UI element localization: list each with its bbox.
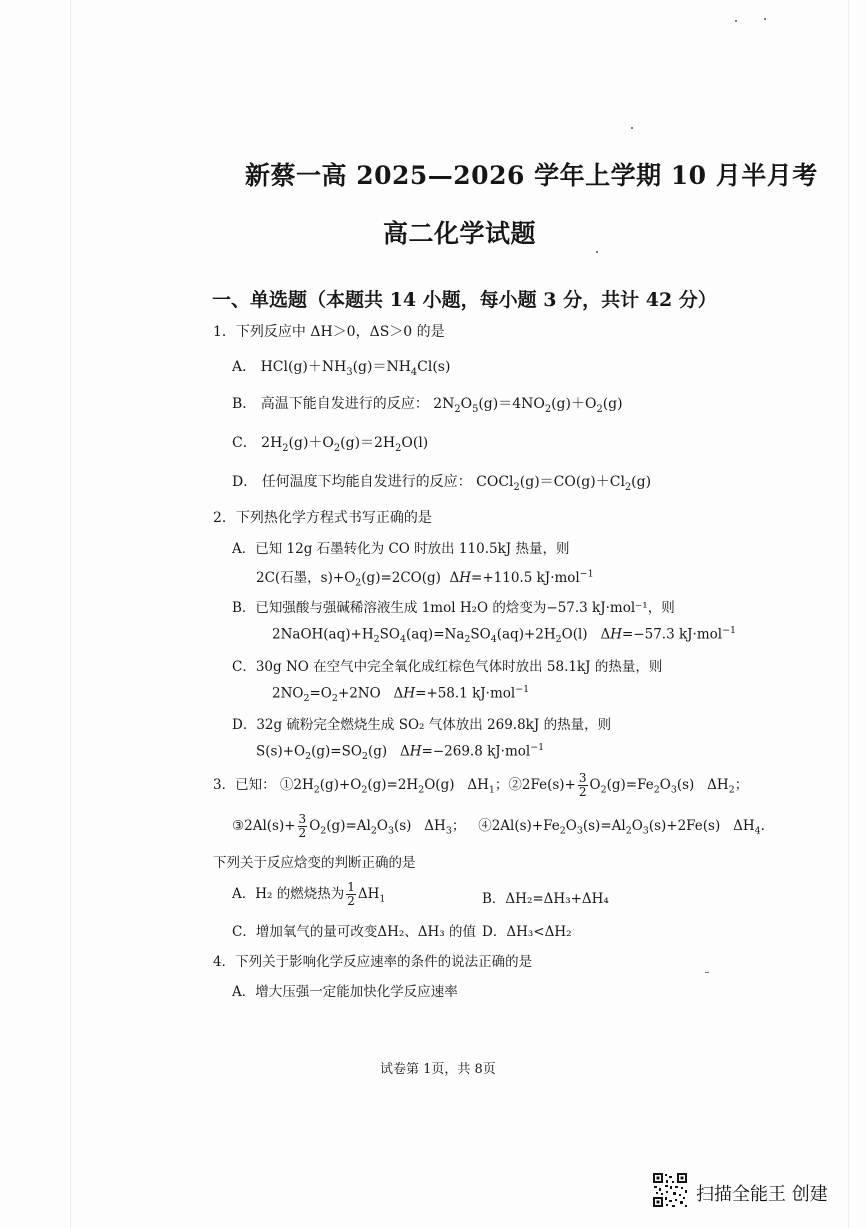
q3-stem-line2: ③2Al(s)+ $\frac{3}{2}$ $O_2(g)=Al_2O_3(s)$ $\Delta H_3$； $④2Al(s)+Fe_2O_3(s)=Al_2O_3(s)+2Fe(s)$ $\Delta H_4$.: [232, 812, 765, 840]
q3-judge: 下列关于反应焓变的判断正确的是: [213, 855, 416, 871]
equation: $①2H_2(g)+O_2(g)=2H_2O(g)$ $\Delta H_1$；②2Fe(s)+ $\frac{3}{2}$ $O_2(g)=Fe_2O_3(s)$ $\Delta H_2$；: [279, 771, 749, 799]
q1-option-c: [232, 432, 428, 454]
scan-edge-left: [70, 0, 71, 1228]
fraction: $\frac{3}{2}$: [298, 812, 307, 840]
q2-a-equation: 2C(石墨，$s)+O_2(g)=2CO(g)$ ΔH=+110.5 kJ·mol$^{-1}$: [256, 568, 594, 589]
q3-option-b: B．ΔH₂=ΔH₃+ΔH₄: [482, 891, 609, 907]
scan-speck: [596, 251, 598, 253]
q3-option-c: C．增加氧气的量可改变ΔH₂、ΔH₃ 的值: [232, 924, 476, 940]
q3-option-d: D．ΔH₃<ΔH₂: [482, 924, 572, 940]
q3-stem-line1: [213, 772, 748, 799]
page-footer: 试卷第 1页，共 8页: [380, 1062, 496, 1077]
option-label: A．: [232, 359, 257, 375]
q4-option-a: A．增大压强一定能加快化学反应速率: [232, 984, 458, 1000]
section-heading: 一、单选题（本题共 14 小题，每小题 3 分，共计 42 分）: [212, 289, 717, 311]
equation: $2N_2O_5(g)=4NO_2(g)+O_2(g)$: [433, 396, 623, 415]
q2-option-a: A．已知 12g 石墨转化为 CO 时放出 110.5kJ 热量，则: [232, 541, 570, 557]
option-text: 任何温度下均能自发进行的反应：: [261, 474, 472, 490]
option-label: B．: [232, 396, 257, 412]
scan-speck: [764, 18, 766, 20]
qr-code-icon: [652, 1172, 688, 1208]
q2-d-equation: $S(s)+O_2(g)=SO_2(g)$ ΔH=−269.8 kJ·mol$^{-1}$: [256, 742, 545, 763]
equation: $COCl_2(g)=CO(g)+Cl_2(g)$: [476, 474, 652, 493]
option-label: C．: [232, 435, 257, 451]
scan-speck: [631, 127, 633, 129]
scan-edge-right: [848, 0, 849, 1228]
fraction: $\frac{3}{2}$: [578, 771, 587, 799]
option-text: A．H₂ 的燃烧热为: [232, 886, 345, 902]
q3-option-a: A．H₂ 的燃烧热为 $\frac{1}{2}$ $\Delta H_1$: [232, 880, 386, 908]
q1-option-d: [232, 471, 651, 493]
q3-stem-prefix: 3．已知：: [213, 777, 276, 793]
q1-stem: 1．下列反应中 ΔH＞0，ΔS＞0 的是: [213, 324, 445, 340]
equation: $2H_2(g)+O_2(g)=2H_2O(l)$: [261, 435, 429, 454]
scan-speck: [735, 20, 737, 22]
fraction: $\frac{1}{2}$: [347, 880, 355, 908]
option-text: 高温下能自发进行的反应：: [260, 396, 429, 412]
q2-option-c: C．30g NO 在空气中完全氧化成红棕色气体时放出 58.1kJ 的热量，则: [232, 659, 663, 675]
q2-stem: 2．下列热化学方程式书写正确的是: [213, 510, 432, 526]
q2-b-equation: $2NaOH(aq)+H_2SO_4(aq)=Na_2SO_4(aq)+2H_2O(l)$ ΔH=−57.3 kJ·mol$^{-1}$: [272, 625, 737, 646]
q1-option-b: [232, 393, 623, 415]
q2-option-b: B．已知强酸与强碱稀溶液生成 1mol H₂O 的焓变为−57.3 kJ·mol⁻¹，则: [232, 600, 675, 616]
option-label: D．: [232, 474, 258, 490]
q4-stem: 4．下列关于影响化学反应速率的条件的说法正确的是: [213, 954, 533, 970]
q1-option-a: [232, 356, 450, 378]
watermark-brand: 扫描全能王 创建: [696, 1184, 828, 1205]
exam-title: 新蔡一高 2025—2026 学年上学期 10 月半月考: [245, 161, 818, 190]
q2-option-d: D．32g 硫粉完全燃烧生成 SO₂ 气体放出 269.8kJ 的热量，则: [232, 717, 612, 733]
equation: $HCl(g)+NH_3(g)=NH_4Cl(s)$: [260, 359, 451, 378]
exam-subtitle: 高二化学试题: [383, 219, 537, 248]
q2-c-equation: $2NO_2=O_2+2NO$ ΔH=+58.1 kJ·mol$^{-1}$: [272, 684, 530, 705]
scan-speck: [705, 972, 709, 973]
